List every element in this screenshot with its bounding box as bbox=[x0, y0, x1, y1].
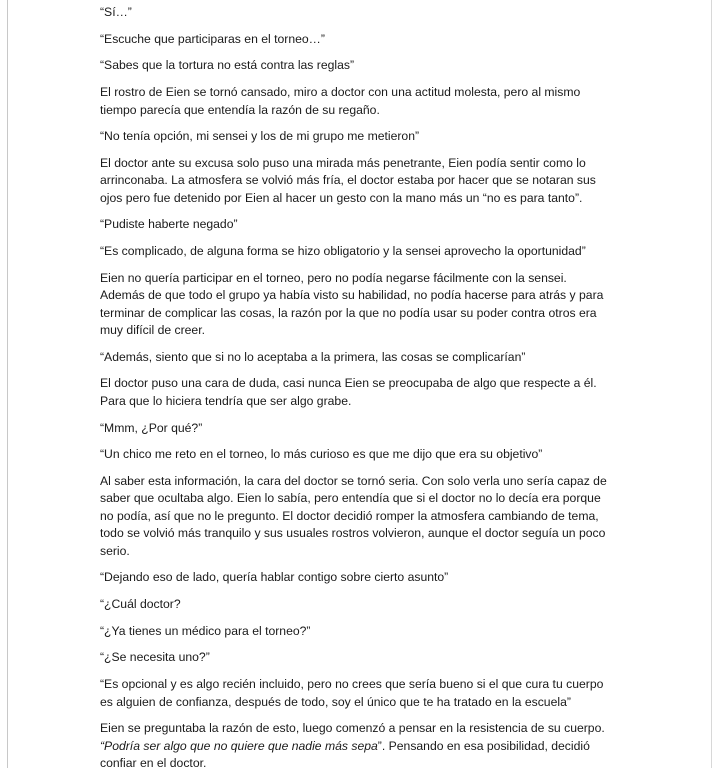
paragraph-18: “¿Se necesita uno?” bbox=[100, 650, 210, 665]
paragraph-20 bbox=[100, 720, 614, 772]
page-left-edge bbox=[7, 0, 8, 768]
paragraph-15: “Dejando eso de lado, quería hablar contigo sobre cierto asunto” bbox=[100, 570, 449, 585]
paragraph-3: “Sabes que la tortura no está contra las reglas” bbox=[100, 58, 355, 73]
paragraph-6: El doctor ante su excusa solo puso una mirada más penetrante, Eien podía sentir como lo arrinconaba. La atmosfera se volvió más fría, el doctor estaba por hacer que se notaran sus ojos pero fue detenido por Eien al hacer un gesto con la mano más un “no es para tanto”. bbox=[100, 155, 596, 205]
paragraph-10: “Además, siento que si no lo aceptaba a la primera, las cosas se complicarían” bbox=[100, 349, 526, 364]
document-body bbox=[100, 0, 614, 782]
paragraph-20-italic-thought: “Podría ser algo que no quiere que nadie más sepa bbox=[100, 738, 378, 753]
paragraph-1: “Sí…” bbox=[100, 5, 132, 19]
paragraph-16: “¿Cuál doctor? bbox=[100, 597, 181, 612]
paragraph-11: El doctor puso una cara de duda, casi nunca Eien se preocupaba de algo que respecte a él. Para que lo hiciera tendría que ser algo grabe. bbox=[100, 376, 597, 408]
paragraph-7: “Pudiste haberte negado” bbox=[100, 217, 238, 232]
paragraph-13: “Un chico me reto en el torneo, lo más curioso es que me dijo que era su objetivo” bbox=[100, 447, 543, 462]
paragraph-8: “Es complicado, de alguna forma se hizo obligatorio y la sensei aprovecho la oportunidad” bbox=[100, 244, 586, 259]
paragraph-14: Al saber esta información, la cara del doctor se tornó seria. Con solo verla uno sería capaz de saber que ocultaba algo. Eien lo sabía, pero entendía que si el doctor no lo decía era porque no podía, así que no le pregunto. El doctor decidió romper la atmosfera cambiando de tema, todo se volvió más tranquilo y sus usuales rostros volvieron, aunque el doctor seguía un poco serio. bbox=[100, 473, 607, 558]
paragraph-19: “Es opcional y es algo recién incluido, pero no crees que sería bueno si el que cura tu cuerpo es alguien de confianza, después de todo, soy el único que te ha tratado en la escuela” bbox=[100, 677, 604, 709]
paragraph-17: “¿Ya tienes un médico para el torneo?” bbox=[100, 623, 311, 638]
paragraph-9: Eien no quería participar en el torneo, pero no podía negarse fácilmente con la sensei. Además de que todo el grupo ya había visto su habilidad, no podía hacerse para atrás y para terminar de complicar las cosas, la razón por la que no podía usar su poder contra otros era muy difícil de creer. bbox=[100, 270, 604, 338]
paragraph-12: “Mmm, ¿Por qué?” bbox=[100, 420, 203, 435]
paragraph-4: El rostro de Eien se tornó cansado, miro a doctor con una actitud molesta, pero al mismo tiempo parecía que entendía la razón de su regaño. bbox=[100, 85, 581, 117]
page-right-edge bbox=[711, 0, 712, 768]
paragraph-5: “No tenía opción, mi sensei y los de mi grupo me metieron” bbox=[100, 129, 420, 144]
paragraph-2: “Escuche que participaras en el torneo…” bbox=[100, 31, 325, 46]
paragraph-20-lead: Eien se preguntaba la razón de esto, luego comenzó a pensar en la resistencia de su cuerpo. bbox=[100, 721, 605, 736]
paragraph-20-tail: ”. Pensando en esa posibilidad, decidió confiar en el doctor. bbox=[100, 738, 590, 771]
